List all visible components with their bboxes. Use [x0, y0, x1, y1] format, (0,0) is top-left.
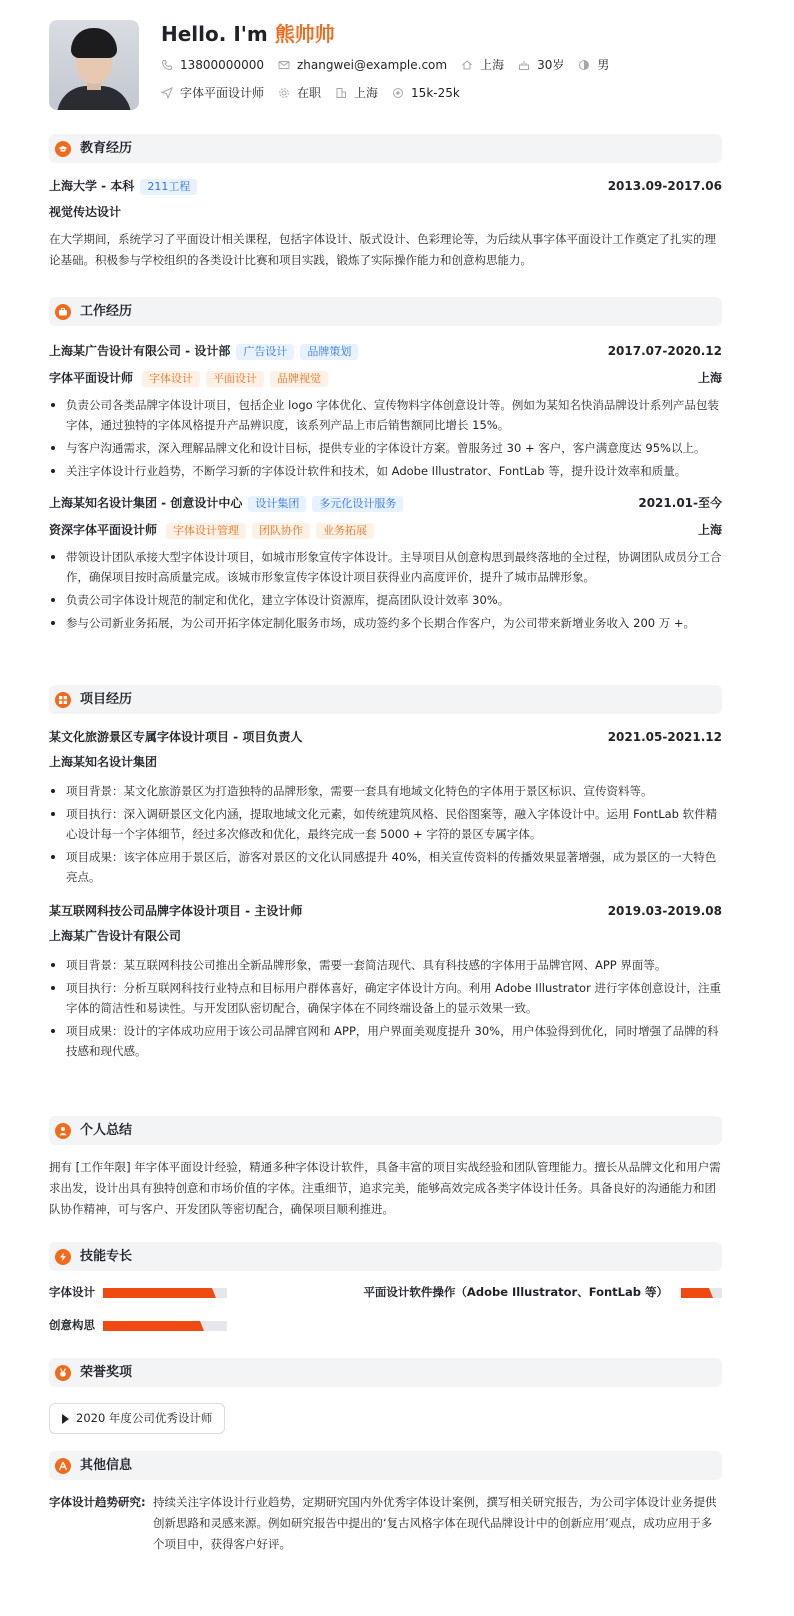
projects-section — [49, 685, 722, 1064]
other-section — [49, 1451, 722, 1555]
job-entry — [49, 492, 722, 633]
project-org: 上海某广告设计有限公司 — [49, 929, 182, 943]
list-item: 项目成果：该字体应用于景区后，游客对景区的文化认同感提升 40%，相关宣传资料的传播效果显著增强，成为景区的一大特色亮点。 — [49, 847, 722, 887]
education-period: 2013.09-2017.06 — [607, 179, 722, 193]
briefcase-icon — [55, 304, 71, 320]
list-item: 与客户沟通需求，深入理解品牌文化和设计目标，提供专业的字体设计方案。曾服务过 30 + 客户，客户满意度达 95%以上。 — [49, 438, 722, 458]
job-period: 2017.07-2020.12 — [607, 344, 722, 358]
play-icon — [62, 1414, 69, 1424]
position-tag: 团队协作 — [252, 523, 310, 539]
employment-status: 在职 — [278, 84, 321, 102]
phone-icon — [161, 59, 173, 71]
send-icon — [161, 87, 173, 99]
skill-bar — [681, 1288, 722, 1298]
skill-bar — [103, 1321, 227, 1331]
company-tag: 品牌策划 — [300, 344, 358, 360]
project-bullets — [49, 781, 722, 887]
building-icon — [335, 87, 347, 99]
section-title: 个人总结 — [80, 1122, 133, 1138]
job-period: 2021.01-至今 — [638, 496, 722, 510]
list-item: 项目背景：某文化旅游景区为打造独特的品牌形象，需要一套具有地域文化特色的字体用于景区标识、宣传资料等。 — [49, 781, 722, 801]
job-city: 上海 — [697, 371, 722, 385]
honors-section — [49, 1358, 722, 1434]
age-icon — [518, 59, 530, 71]
greeting: Hello. I'm 熊帅帅 — [161, 22, 335, 46]
position: 资深字体平面设计师 — [49, 523, 158, 537]
skill-name: 平面设计软件操作（Adobe Illustrator、FontLab 等） — [363, 1285, 668, 1300]
other-header — [49, 1451, 722, 1480]
job-bullets — [49, 547, 722, 633]
skills-header — [49, 1242, 722, 1271]
job-bullets — [49, 395, 722, 481]
summary-header — [49, 1116, 722, 1145]
list-item: 负责公司各类品牌字体设计项目，包括企业 logo 字体优化、宣传物料字体创意设计等。例如为某知名快消品牌设计系列产品包装字体，通过独特的字体风格提升产品辨识度，该系列产品上市后销售额同比增长 15%。 — [49, 395, 722, 435]
project-name: 某互联网科技公司品牌字体设计项目 - 主设计师 — [49, 904, 303, 918]
skill-level-fill — [103, 1288, 212, 1298]
section-title: 教育经历 — [80, 140, 133, 156]
graduation-cap-icon — [55, 141, 71, 157]
education-description: 在大学期间，系统学习了平面设计相关课程，包括字体设计、版式设计、色彩理论等，为后续从事字体平面设计工作奠定了扎实的理论基础。积极参与学校组织的各类设计比赛和项目实践，锻炼了实际操作能力和创意构思能力。 — [49, 232, 716, 267]
job-city: 上海 — [697, 523, 722, 537]
home-icon — [461, 59, 473, 71]
position: 字体平面设计师 — [49, 371, 134, 385]
project-entry — [49, 900, 722, 1061]
expected-salary: 15k-25k — [392, 84, 460, 102]
project-org: 上海某知名设计集团 — [49, 755, 158, 769]
list-item: 关注字体设计行业趋势，不断学习新的字体设计软件和技术，如 Adobe Illustrator、FontLab 等，提升设计效率和质量。 — [49, 461, 722, 481]
project-entry — [49, 726, 722, 887]
other-text: 持续关注字体设计行业趋势，定期研究国内外优秀字体设计案例，撰写相关研究报告，为公司字体设计业务提供创新思路和灵感来源。例如研究报告中提出的‘复古风格字体在现代品牌设计中的创新应用’观点，成功应用于多个项目中，获得客户好评。 — [153, 1495, 717, 1551]
section-title: 工作经历 — [80, 303, 133, 319]
position-tag: 平面设计 — [206, 371, 264, 387]
section-title: 技能专长 — [80, 1248, 133, 1264]
other-item — [49, 1492, 722, 1555]
list-item: 项目背景：某互联网科技公司推出全新品牌形象，需要一套简洁现代、具有科技感的字体用于品牌官网、APP 界面等。 — [49, 955, 722, 975]
salary-icon — [392, 87, 404, 99]
education-header — [49, 134, 722, 163]
email: zhangwei@example.com — [278, 56, 447, 74]
skill-bar — [103, 1288, 227, 1298]
gender: 男 — [578, 56, 609, 74]
resume-header — [49, 20, 745, 112]
age: 30岁 — [518, 56, 564, 74]
grid-icon — [55, 692, 71, 708]
gender-icon — [578, 59, 590, 71]
medal-icon — [55, 1365, 71, 1381]
company-tag: 多元化设计服务 — [312, 496, 403, 512]
section-title: 项目经历 — [80, 691, 133, 707]
company-tag: 广告设计 — [236, 344, 294, 360]
school-name: 上海大学 - 本科 — [49, 179, 135, 193]
lightning-icon — [55, 1249, 71, 1265]
skill-item — [49, 1284, 227, 1301]
contact-row — [161, 52, 623, 78]
list-item: 项目成果：设计的字体成功应用于该公司品牌官网和 APP，用户界面美观度提升 30%，用户体验得到优化，同时增强了品牌的科技感和现代感。 — [49, 1021, 722, 1061]
honor-item: 2020 年度公司优秀设计师 — [49, 1403, 225, 1434]
list-item: 带领设计团队承接大型字体设计项目，如城市形象宣传字体设计。主导项目从创意构思到最终落地的全过程，协调团队成员分工合作，确保项目按时高质量完成。该城市形象宣传字体设计项目获得业内高度评价，提升了城市品牌形象。 — [49, 547, 722, 587]
job-intent-row — [161, 80, 623, 106]
project-period: 2021.05-2021.12 — [607, 730, 722, 744]
summary-section — [49, 1116, 722, 1220]
position-tag: 业务拓展 — [316, 523, 374, 539]
skill-name: 字体设计 — [49, 1285, 95, 1300]
company-name: 上海某广告设计有限公司 - 设计部 — [49, 344, 231, 358]
company-name: 上海某知名设计集团 - 创意设计中心 — [49, 496, 243, 510]
list-item: 项目执行：深入调研景区文化内涵，提取地域文化元素，如传统建筑风格、民俗图案等，融入字体设计中。运用 FontLab 软件精心设计每一个字体细节，经过多次修改和优化，最终完成一套 5000 + 字符的景区专属字体。 — [49, 804, 722, 844]
summary-text: 拥有 [工作年限] 年字体平面设计经验，精通多种字体设计软件，具备丰富的项目实战经验和团队管理能力。擅长从品牌文化和用户需求出发，设计出具有独特创意和市场价值的字体。注重细节，追求完美，能够高效完成各类字体设计任务。具备良好的沟通能力和团队协作精神，可与客户、开发团队等密切配合，确保项目顺利推进。 — [49, 1160, 721, 1216]
list-item: 参与公司新业务拓展，为公司开拓字体定制化服务市场，成功签约多个长期合作客户，为公司带来新增业务收入 200 万 +。 — [49, 613, 722, 633]
major: 视觉传达设计 — [49, 205, 122, 219]
info-icon — [55, 1458, 71, 1474]
education-row — [49, 175, 722, 197]
position-tag: 字体设计管理 — [166, 523, 246, 539]
intended-position: 字体平面设计师 — [161, 84, 264, 102]
school-tag: 211工程 — [140, 179, 197, 195]
location: 上海 — [461, 56, 504, 74]
section-title: 荣誉奖项 — [80, 1364, 133, 1380]
position-tag: 品牌视觉 — [270, 371, 328, 387]
section-title: 其他信息 — [80, 1457, 133, 1473]
list-item: 负责公司字体设计规范的制定和优化，建立字体设计资源库，提高团队设计效率 30%。 — [49, 590, 722, 610]
other-label: 字体设计趋势研究: — [49, 1495, 146, 1509]
gear-icon — [278, 87, 290, 99]
phone: 13800000000 — [161, 56, 264, 74]
honors-header — [49, 1358, 722, 1387]
skill-item — [49, 1317, 227, 1334]
skills-section — [49, 1242, 722, 1336]
work-section — [49, 297, 722, 636]
project-name: 某文化旅游景区专属字体设计项目 - 项目负责人 — [49, 730, 303, 744]
list-item: 项目执行：分析互联网科技行业特点和目标用户群体喜好，确定字体设计方向。利用 Adobe Illustrator 进行字体创意设计，注重字体的简洁性和易读性。与开发团队密切配合，确保字体在不同终端设备上的显示效果一致。 — [49, 978, 722, 1018]
mail-icon — [278, 59, 290, 71]
position-tag: 字体设计 — [142, 371, 200, 387]
job-entry — [49, 340, 722, 481]
work-header — [49, 297, 722, 326]
project-period: 2019.03-2019.08 — [607, 904, 722, 918]
education-section — [49, 134, 722, 271]
skill-level-fill — [103, 1321, 200, 1331]
skill-name: 创意构思 — [49, 1318, 95, 1333]
candidate-name: 熊帅帅 — [274, 22, 335, 46]
projects-header — [49, 685, 722, 714]
skill-level-fill — [681, 1288, 709, 1298]
skill-item — [363, 1284, 722, 1301]
avatar — [49, 20, 139, 110]
person-icon — [55, 1123, 71, 1139]
intended-city: 上海 — [335, 84, 378, 102]
project-bullets — [49, 955, 722, 1061]
company-tag: 设计集团 — [248, 496, 306, 512]
